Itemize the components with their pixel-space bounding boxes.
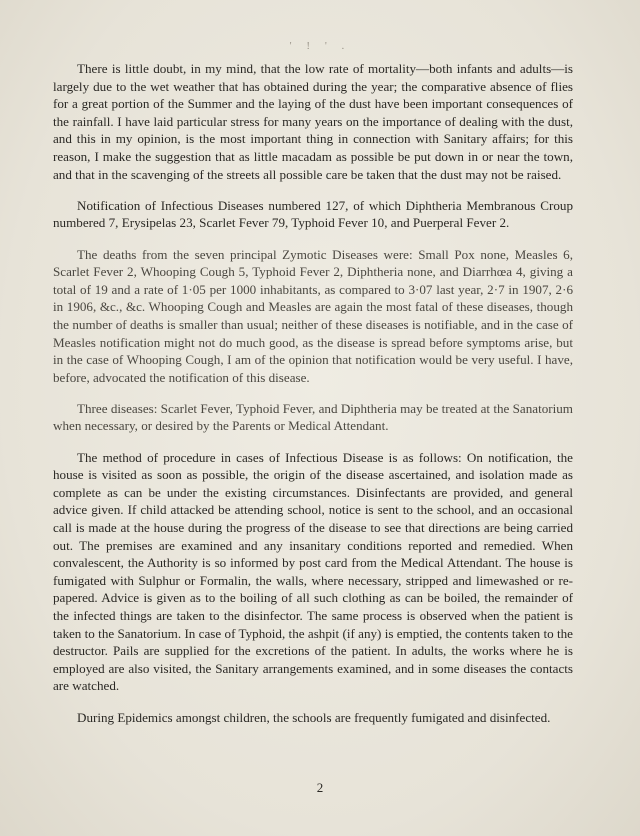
top-margin-mark: ' ! ' . bbox=[289, 40, 351, 52]
paragraph-sanatorium: Three diseases: Scarlet Fever, Typhoid Fever, and Diphtheria may be treated at the Sanatorium when necessary, or desired by the Parents or Medical Attendant. bbox=[53, 400, 573, 434]
paragraph-mortality-dust: There is little doubt, in my mind, that the low rate of mortality—both infants and adults—is largely due to the wet weather that has obtained during the year; the comparative absence of flies for a great portion of the Summer and the laying of the dust have been important consequences of the rainfall. I have laid particular stress for many years on the importance of dealing with the dust, and this in my opinion, is the most important thing in connection with Sanitary affairs; for this reason, I make the suggestion that as little macadam as possible be put down in or near the town, and that in the scavenging of the streets all possible care be taken that the dust may not be raised. bbox=[53, 61, 573, 182]
paragraph-procedure: The method of procedure in cases of Infectious Disease is as follows: On notification, the house is visited as soon as possible, the origin of the disease ascertained, and isolation made as complete as can be under the existing circumstances. Disinfectants are provided, and general advice given. If child attacked be attending school, notice is sent to the school, and an occasional call is made at the house during the progress of the disease to see that directions are being carried out. The premises are examined and any insanitary conditions reported and remedied. When convalescent, the Authority is so informed by post card from the Medical Attendant. The house is fumigated with Sulphur or Formalin, the walls, where necessary, stripped and limewashed or re-papered. Advice is given as to the boiling of all such clothing as can be boiled, the remainder of the infected things are taken to the disinfector. The same process is observed when the patient is taken to the Sanatorium. In case of Typhoid, the ashpit (if any) is emptied, the contents taken to the destructor. Pails are supplied for the excretions of the patient. In adults, the works where he is employed are also visited, the Sanitary arrangements examined, and in some diseases the contacts are watched. bbox=[53, 449, 573, 694]
page-number: 2 bbox=[316, 780, 324, 795]
paragraph-notification-counts: Notification of Infectious Diseases numbered 127, of which Diphtheria Membranous Croup numbered 7, Erysipelas 23, Scarlet Fever 79, Typhoid Fever 10, and Puerperal Fever 2. bbox=[53, 197, 573, 231]
paragraph-epidemics: During Epidemics amongst children, the schools are frequently fumigated and disinfected. bbox=[77, 709, 551, 725]
body-text bbox=[53, 60, 573, 740]
paragraph-zymotic-deaths: The deaths from the seven principal Zymotic Diseases were: Small Pox none, Measles 6, Scarlet Fever 2, Whooping Cough 5, Typhoid Fever 2, Diphtheria none, and Diarrhœa 4, giving a total of 19 and a rate of 1·05 per 1000 inhabitants, as compared to 3·07 last year, 2·7 in 1907, 2·6 in 1906, &c., &c. Whooping Cough and Measles are again the most fatal of these diseases, though the number of deaths is smaller than usual; neither of these diseases is notifiable, and in the case of Measles notification might not do much good, as the disease is spread before symptoms arise, but in the case of Whooping Cough, I am of the opinion that notification would be very useful. I have, before, advocated the notification of this disease. bbox=[53, 246, 573, 385]
